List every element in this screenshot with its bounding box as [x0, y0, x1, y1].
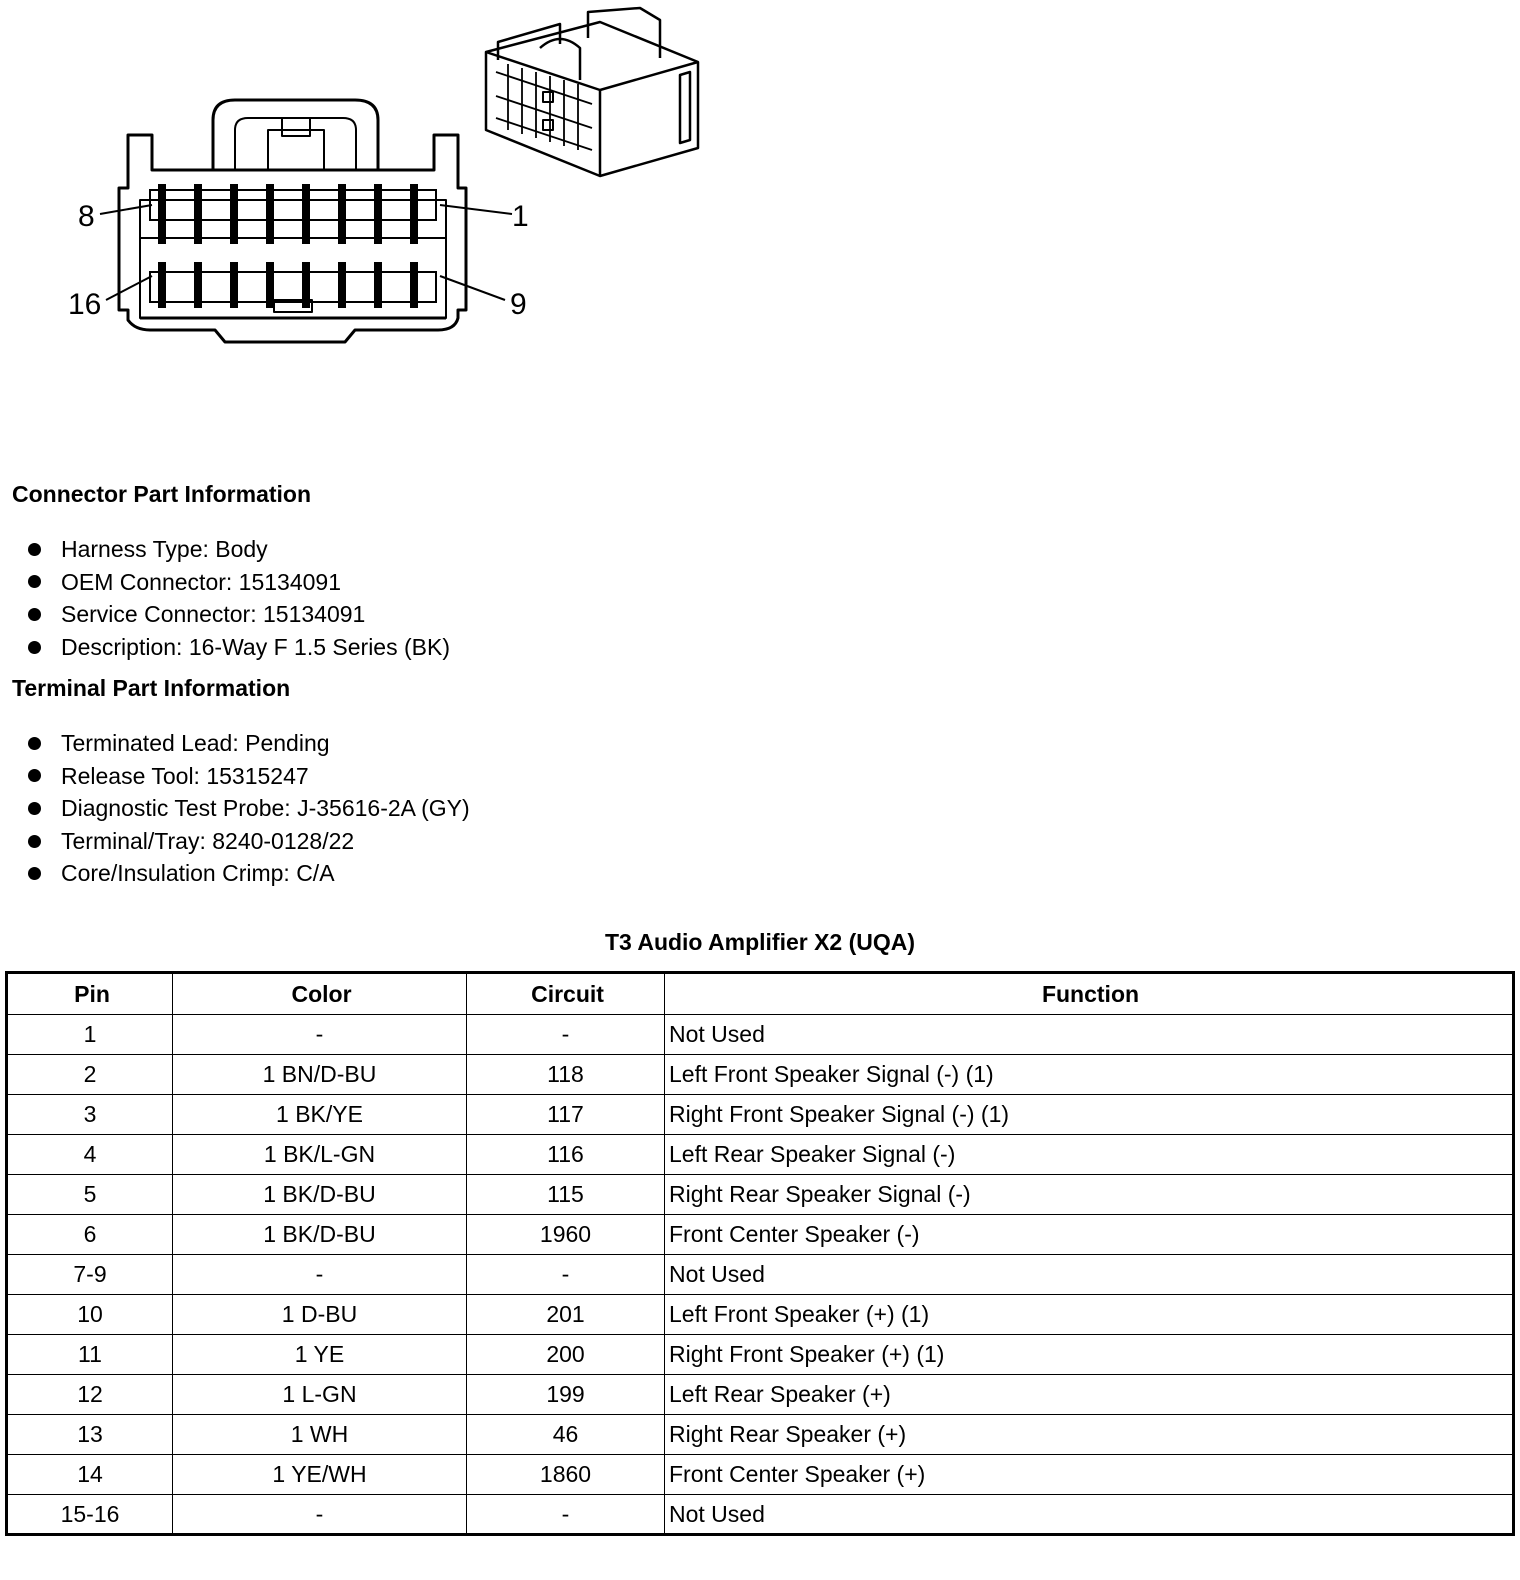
table-row — [7, 1255, 1514, 1295]
cell-function: Not Used — [665, 1015, 1514, 1055]
cell-color: 1 BK/D-BU — [173, 1175, 467, 1215]
terminal-info-list — [28, 727, 470, 890]
cell-color: 1 WH — [173, 1415, 467, 1455]
cell-function: Not Used — [665, 1255, 1514, 1295]
cell-pin: 3 — [7, 1095, 173, 1135]
pin-label-bottom-right: 9 — [510, 288, 527, 321]
cell-circuit: 116 — [467, 1135, 665, 1175]
cell-pin: 1 — [7, 1015, 173, 1055]
list-item-text: Diagnostic Test Probe: J-35616-2A (GY) — [61, 795, 470, 822]
cell-pin: 6 — [7, 1215, 173, 1255]
cell-circuit: 1960 — [467, 1215, 665, 1255]
bullet-icon — [28, 641, 41, 654]
cell-circuit: - — [467, 1495, 665, 1535]
cell-function: Left Rear Speaker Signal (-) — [665, 1135, 1514, 1175]
table-row — [7, 1375, 1514, 1415]
list-item — [28, 727, 470, 760]
cell-function: Right Front Speaker Signal (-) (1) — [665, 1095, 1514, 1135]
table-row — [7, 1175, 1514, 1215]
cell-color: 1 BK/L-GN — [173, 1135, 467, 1175]
connector-info-title: Connector Part Information — [12, 481, 312, 507]
cell-pin: 14 — [7, 1455, 173, 1495]
cell-color: 1 YE — [173, 1335, 467, 1375]
list-item-text: Service Connector: 15134091 — [61, 601, 366, 628]
cell-circuit: - — [467, 1015, 665, 1055]
cell-color: 1 BK/YE — [173, 1095, 467, 1135]
list-item-text: Terminal/Tray: 8240-0128/22 — [61, 827, 355, 854]
table-title: T3 Audio Amplifier X2 (UQA) — [604, 929, 916, 955]
cell-pin: 12 — [7, 1375, 173, 1415]
cell-pin: 2 — [7, 1055, 173, 1095]
list-item — [28, 566, 450, 599]
connector-face-drawing — [0, 0, 760, 470]
cell-function: Not Used — [665, 1495, 1514, 1535]
bullet-icon — [28, 575, 41, 588]
list-item — [28, 760, 470, 793]
list-item-text: OEM Connector: 15134091 — [61, 568, 342, 595]
bullet-icon — [28, 867, 41, 880]
list-item-text: Terminated Lead: Pending — [61, 730, 330, 756]
cell-color: - — [173, 1255, 467, 1295]
cell-circuit: 199 — [467, 1375, 665, 1415]
table-row — [7, 1415, 1514, 1455]
cell-pin: 11 — [7, 1335, 173, 1375]
list-item — [28, 792, 470, 825]
bullet-icon — [28, 608, 41, 621]
header-circuit: Circuit — [467, 973, 665, 1015]
table-body — [7, 1015, 1514, 1535]
list-item — [28, 598, 450, 631]
cell-color: 1 BK/D-BU — [173, 1215, 467, 1255]
cell-pin: 7-9 — [7, 1255, 173, 1295]
cell-function: Right Rear Speaker (+) — [665, 1415, 1514, 1455]
bullet-icon — [28, 835, 41, 848]
connector-diagram — [0, 0, 760, 470]
cell-circuit: 1860 — [467, 1455, 665, 1495]
bullet-icon — [28, 543, 41, 556]
table-row — [7, 1495, 1514, 1535]
list-item-text: Release Tool: 15315247 — [61, 762, 309, 789]
connector-iso-view — [486, 8, 698, 176]
list-item — [28, 631, 450, 664]
list-item — [28, 533, 450, 566]
table-row — [7, 1295, 1514, 1335]
list-item-text: Harness Type: Body — [61, 536, 268, 562]
cell-pin: 5 — [7, 1175, 173, 1215]
cell-function: Front Center Speaker (+) — [665, 1455, 1514, 1495]
cell-function: Left Rear Speaker (+) — [665, 1375, 1514, 1415]
cell-pin: 13 — [7, 1415, 173, 1455]
connector-info-list — [28, 533, 450, 663]
cell-circuit: - — [467, 1255, 665, 1295]
cell-function: Left Front Speaker (+) (1) — [665, 1295, 1514, 1335]
cell-circuit: 115 — [467, 1175, 665, 1215]
table-header-row — [7, 973, 1514, 1015]
cell-circuit: 117 — [467, 1095, 665, 1135]
cell-circuit: 118 — [467, 1055, 665, 1095]
bullet-icon — [28, 737, 41, 750]
list-item — [28, 857, 470, 890]
pin-label-top-left: 8 — [78, 200, 95, 233]
list-item — [28, 825, 470, 858]
table-row — [7, 1055, 1514, 1095]
cell-circuit: 46 — [467, 1415, 665, 1455]
cell-function: Front Center Speaker (-) — [665, 1215, 1514, 1255]
table-row — [7, 1015, 1514, 1055]
cell-color: 1 L-GN — [173, 1375, 467, 1415]
cell-color: 1 BN/D-BU — [173, 1055, 467, 1095]
table-row — [7, 1215, 1514, 1255]
table-row — [7, 1455, 1514, 1495]
pin-table — [5, 971, 1515, 1536]
header-color: Color — [173, 973, 467, 1015]
table-row — [7, 1135, 1514, 1175]
cell-color: 1 YE/WH — [173, 1455, 467, 1495]
bullet-icon — [28, 769, 41, 782]
cell-circuit: 201 — [467, 1295, 665, 1335]
cell-pin: 15-16 — [7, 1495, 173, 1535]
cell-pin: 4 — [7, 1135, 173, 1175]
bullet-icon — [28, 802, 41, 815]
cell-color: 1 D-BU — [173, 1295, 467, 1335]
cell-circuit: 200 — [467, 1335, 665, 1375]
cell-function: Right Front Speaker (+) (1) — [665, 1335, 1514, 1375]
terminal-info-title: Terminal Part Information — [12, 675, 291, 701]
pin-label-top-right: 1 — [512, 200, 529, 233]
list-item-text: Core/Insulation Crimp: C/A — [61, 860, 335, 887]
header-pin: Pin — [7, 973, 173, 1015]
table-row — [7, 1095, 1514, 1135]
pin-label-bottom-left: 16 — [68, 288, 102, 321]
cell-color: - — [173, 1015, 467, 1055]
list-item-text: Description: 16-Way F 1.5 Series (BK) — [61, 633, 450, 660]
cell-function: Right Rear Speaker Signal (-) — [665, 1175, 1514, 1215]
cell-color: - — [173, 1495, 467, 1535]
cell-function: Left Front Speaker Signal (-) (1) — [665, 1055, 1514, 1095]
cell-pin: 10 — [7, 1295, 173, 1335]
table-row — [7, 1335, 1514, 1375]
header-function: Function — [665, 973, 1514, 1015]
